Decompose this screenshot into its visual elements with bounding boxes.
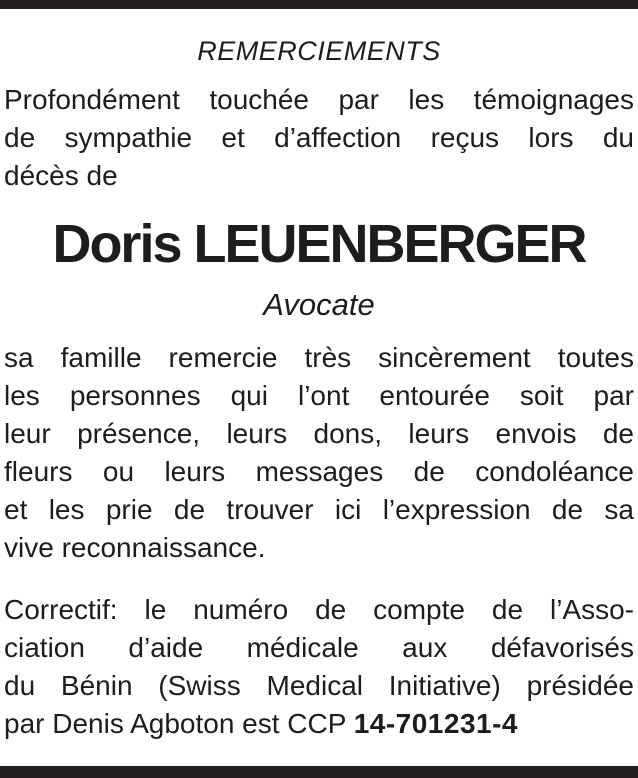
correction-last-line — [4, 705, 634, 743]
thanks-paragraph — [4, 339, 634, 567]
correction-line: du Bénin (Swiss Medical Initiative) présidée — [4, 670, 634, 701]
notice-content — [4, 9, 634, 743]
thanks-line: les personnes qui l’ont entourée soit par — [4, 380, 634, 411]
deceased-name: Doris LEUENBERGER — [52, 214, 586, 274]
thanks-line: leur présence, leurs dons, leurs envois de — [4, 418, 634, 449]
intro-line: décès de — [4, 160, 118, 191]
thanks-line: et les prie de trouver ici l’expression de sa — [4, 494, 634, 525]
thanks-line: fleurs ou leurs messages de condoléance — [4, 456, 634, 487]
correction-paragraph — [4, 591, 634, 743]
intro-paragraph — [4, 81, 634, 195]
notice-header: REMERCIEMENTS — [197, 36, 441, 66]
correction-line: ciation d’aide médicale aux défavorisés — [4, 632, 634, 663]
bottom-border-rule — [0, 766, 638, 778]
top-border-rule — [0, 0, 638, 9]
intro-line: Profondément touchée par les témoignages — [4, 84, 634, 115]
correction-last-text: par Denis Agboton est CCP — [4, 708, 354, 739]
deceased-role: Avocate — [263, 287, 375, 322]
thanks-line: vive reconnaissance. — [4, 532, 266, 563]
thanks-line: sa famille remercie très sincèrement toutes — [4, 342, 634, 373]
ccp-number: 14-701231-4 — [353, 708, 518, 739]
correction-line: Correctif: le numéro de compte de l’Asso- — [4, 594, 634, 625]
intro-line: de sympathie et d’affection reçus lors du — [4, 122, 634, 153]
